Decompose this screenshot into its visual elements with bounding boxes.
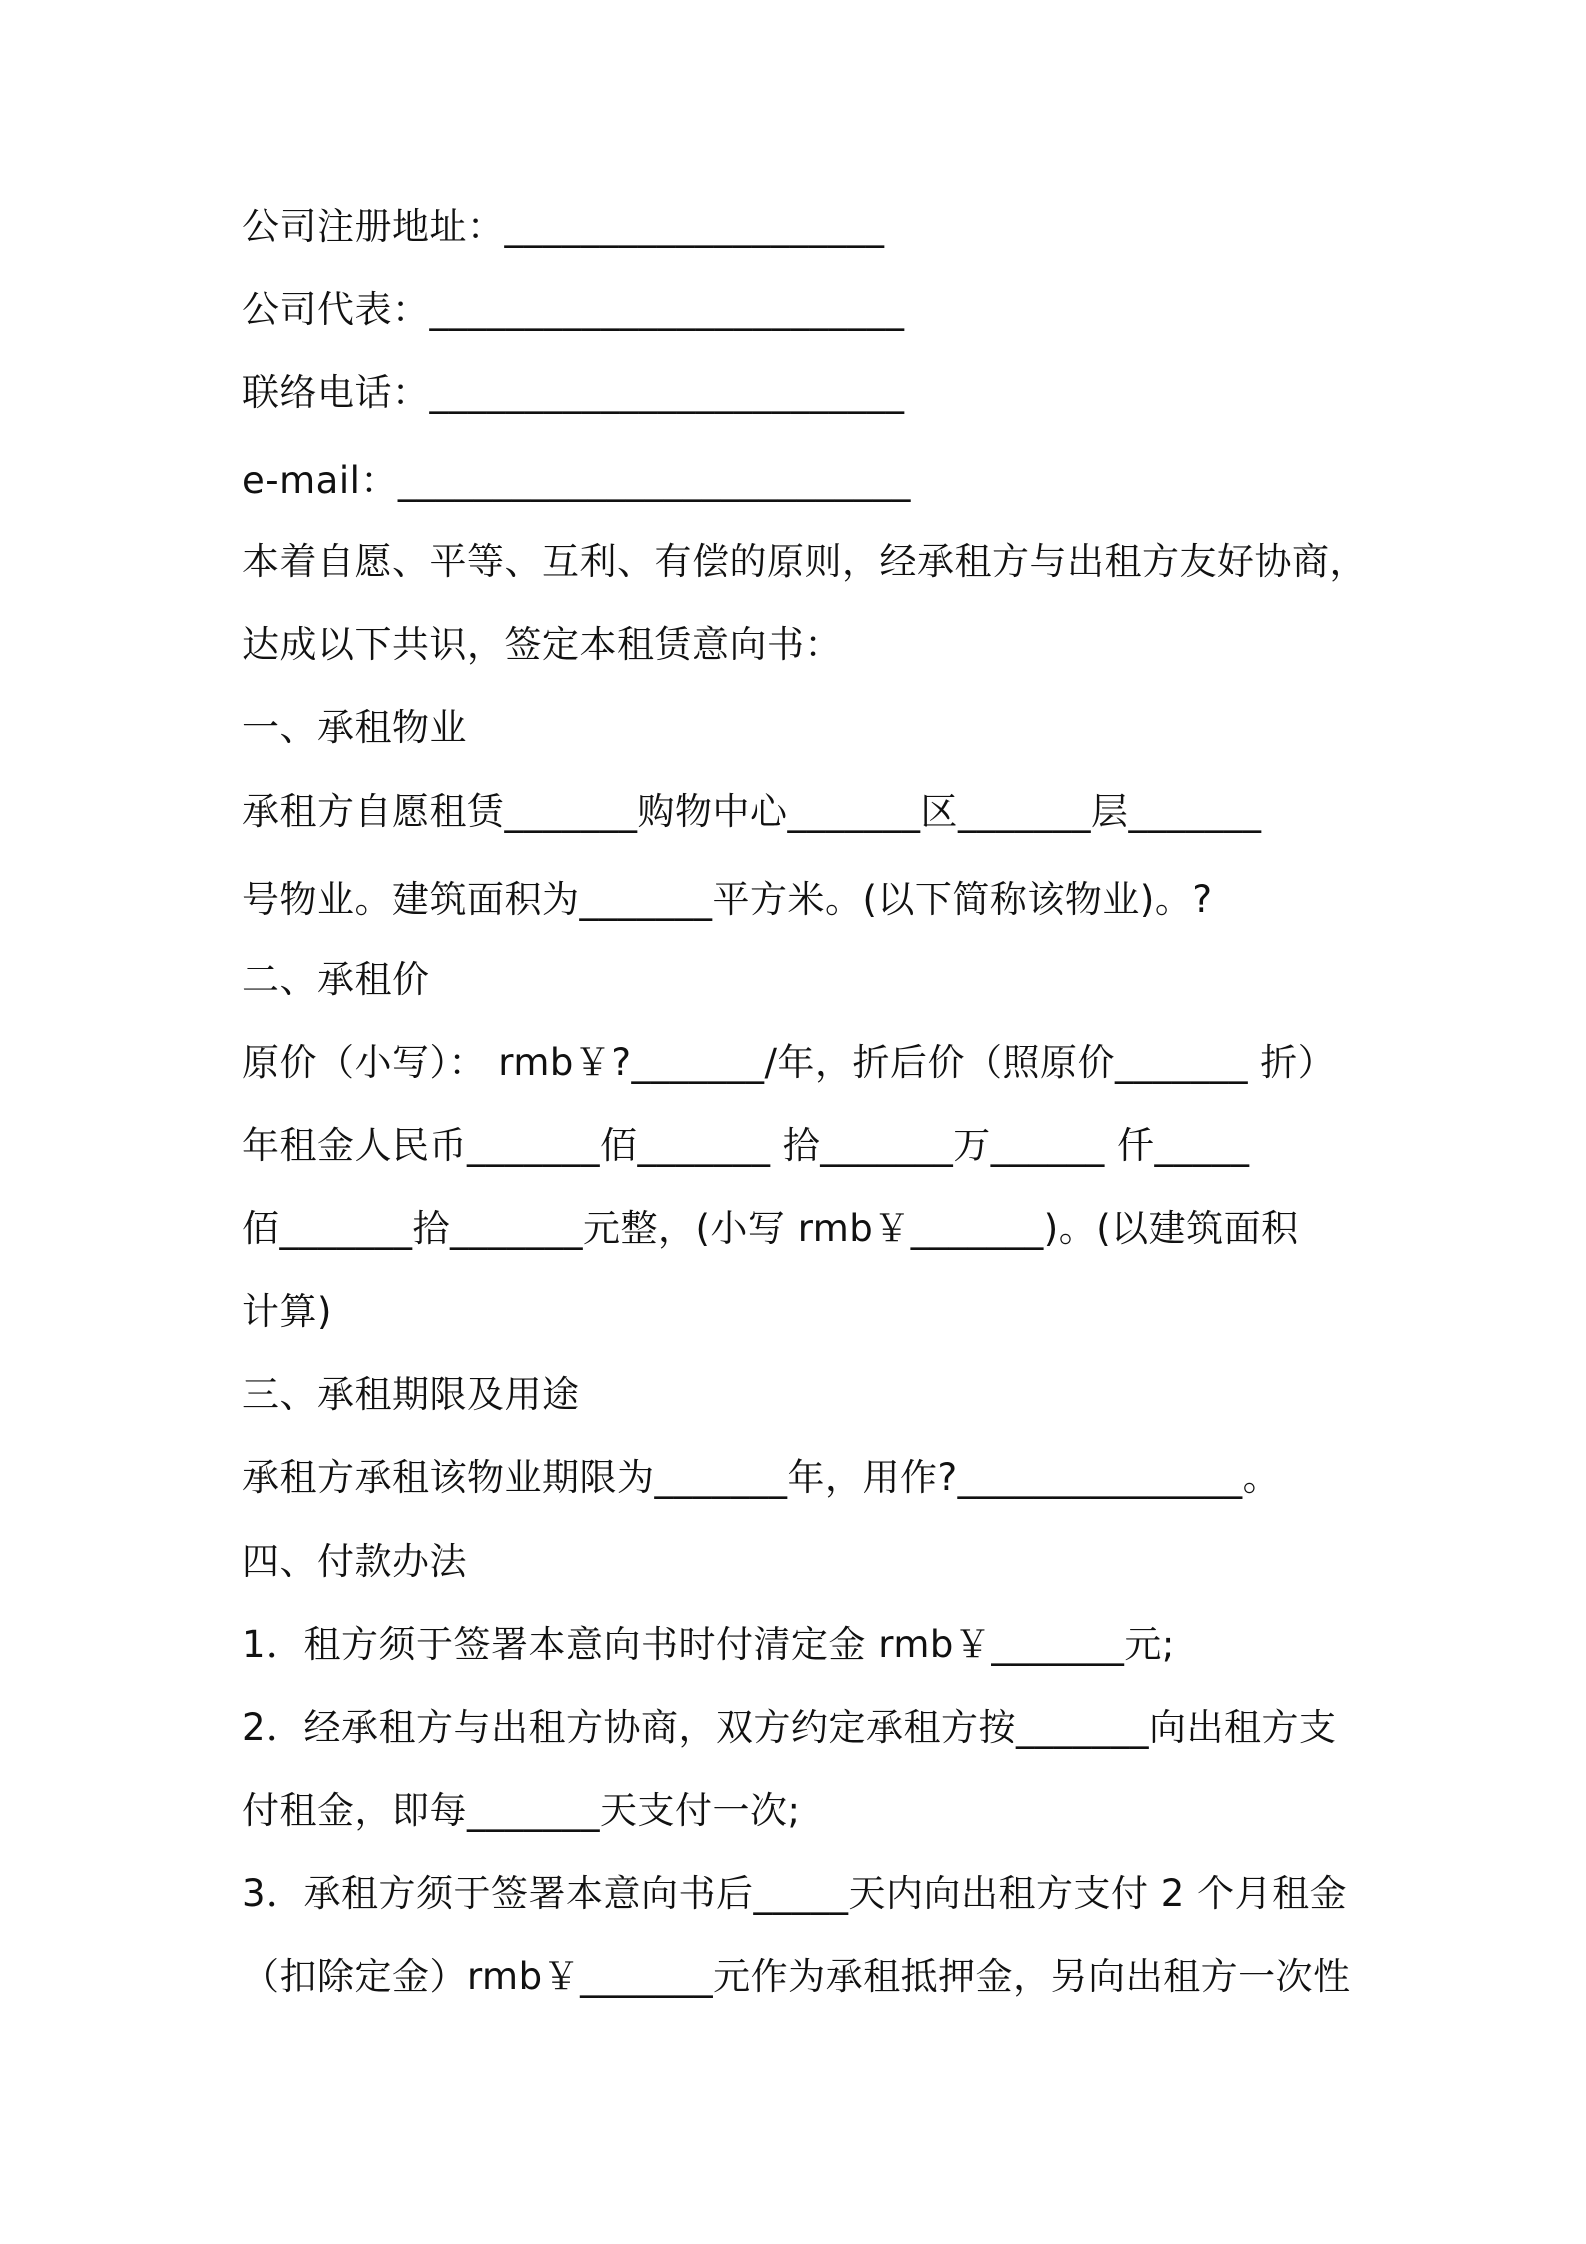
term-clause-line: 承租方承租该物业期限为_______年，用作?_______________。 xyxy=(242,1456,1281,1499)
property-clause-line-1: 承租方自愿租赁_______购物中心_______区_______层_______ xyxy=(242,790,1262,833)
section-heading-payment: 四、付款办法 xyxy=(242,1540,467,1583)
price-clause-line-3: 佰_______拾_______元整，(小写 rmb￥_______)。(以建筑面积 xyxy=(242,1207,1299,1250)
section-heading-property: 一、承租物业 xyxy=(242,706,467,749)
price-clause-line-4: 计算) xyxy=(242,1290,332,1333)
email-line: e-mail：___________________________ xyxy=(242,459,911,502)
company-address-line: 公司注册地址：____________________ xyxy=(242,205,885,248)
intro-paragraph-line-2: 达成以下共识，签定本租赁意向书： xyxy=(242,623,842,666)
payment-item-1: 1．租方须于签署本意向书时付清定金 rmb￥_______元; xyxy=(242,1623,1175,1666)
property-clause-line-2: 号物业。建筑面积为_______平方米。(以下简称该物业)。? xyxy=(242,878,1213,921)
section-heading-term: 三、承租期限及用途 xyxy=(242,1373,580,1416)
payment-item-3-line-1: 3．承租方须于签署本意向书后_____天内向出租方支付 2 个月租金 xyxy=(242,1872,1348,1915)
section-heading-price: 二、承租价 xyxy=(242,958,430,1001)
price-clause-line-1: 原价（小写）： rmb￥?_______/年，折后价（照原价_______ 折） xyxy=(242,1041,1336,1084)
contact-phone-line: 联络电话：_________________________ xyxy=(242,371,905,414)
payment-item-3-line-2: （扣除定金）rmb￥_______元作为承租抵押金，另向出租方一次性 xyxy=(242,1955,1351,1998)
payment-item-2-line-2: 付租金，即每_______天支付一次; xyxy=(242,1789,801,1832)
intro-paragraph-line-1: 本着自愿、平等、互利、有偿的原则，经承租方与出租方友好协商， xyxy=(242,540,1367,583)
payment-item-2-line-1: 2．经承租方与出租方协商，双方约定承租方按_______向出租方支 xyxy=(242,1706,1337,1749)
price-clause-line-2: 年租金人民币_______佰_______ 拾_______万______ 仟_____ xyxy=(242,1124,1250,1167)
company-representative-line: 公司代表：_________________________ xyxy=(242,288,905,331)
